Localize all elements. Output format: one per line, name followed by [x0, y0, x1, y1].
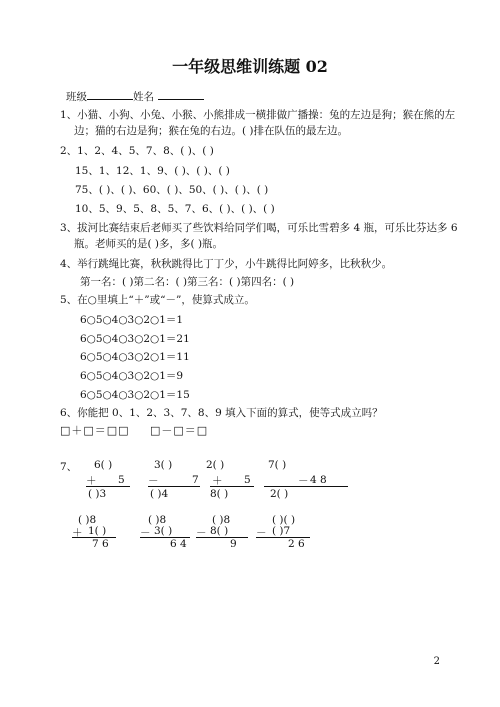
- q7-r1-1-top: 6( ): [94, 459, 113, 471]
- q7-r2-3-top: ( )8: [212, 514, 231, 526]
- q7-r2-3-second: 8( ): [210, 525, 229, 537]
- q5-equation-2: 6○5○4○3○2○1＝21: [80, 333, 190, 345]
- q5-equation-4: 6○5○4○3○2○1＝9: [80, 370, 184, 382]
- q6-equation-1: □＋□＝□□: [60, 424, 130, 437]
- q7-r1-2-rule: [148, 486, 200, 487]
- q7-r1-4-rule: [264, 486, 348, 487]
- q7-r1-3-bottom: 8( ): [210, 488, 229, 500]
- q6-intro: 6、你能把 0、1、2、3、7、8、9 填入下面的算式，使等式成立吗？: [60, 407, 383, 419]
- q5-intro: 5、在○里填上“＋”或“－”，使算式成立。: [60, 294, 255, 306]
- q2-line-1: 2、1、2、4、5、7、8、( )、( ): [60, 145, 214, 157]
- q7-r2-3-op: －: [196, 527, 207, 539]
- student-info-line: [66, 88, 204, 104]
- q7-r1-4-op: －: [298, 475, 309, 487]
- q5-equation-1: 6○5○4○3○2○1＝1: [80, 314, 184, 326]
- q3-line-2: 瓶。老师买的是( )多，多( )瓶。: [74, 238, 224, 250]
- q2-line-3: 75、( )、( )、60、( )、50、( )、( )、( ): [75, 184, 269, 196]
- q2-line-2: 15、1、12、1、9、( )、( )、( ): [75, 165, 230, 177]
- q7-r2-4-op: －: [256, 527, 267, 539]
- q7-r1-1-bottom: ( )3: [88, 488, 107, 500]
- q7-r1-2-op: －: [148, 475, 159, 487]
- q4-line-2: 第一名：( )第二名：( )第三名：( )第四名：( ): [80, 276, 295, 288]
- q7-r2-1-second: 1( ): [88, 525, 107, 537]
- q7-r2-2-op: －: [140, 527, 151, 539]
- q4-line-1: 4、举行跳绳比赛，秋秋跳得比丁丁少，小牛跳得比阿婷多，比秋秋少。: [60, 258, 393, 270]
- q7-r1-3-second: 5: [244, 474, 251, 486]
- q7-r2-4-bottom: 2 6: [288, 538, 305, 550]
- page-number: 2: [433, 656, 440, 667]
- name-label: 姓名: [133, 91, 154, 103]
- q7-r1-4-second: 4 8: [310, 474, 327, 486]
- q7-r2-1-top: ( )8: [78, 514, 97, 526]
- q2-line-4: 10、5、9、5、8、5、7、6、( )、( )、( ): [75, 203, 275, 215]
- q7-r2-3-bottom: 9: [230, 538, 237, 550]
- q7-r2-2-bottom: 6 4: [170, 538, 187, 550]
- q7-r2-2-second: 3( ): [154, 525, 173, 537]
- q7-label: 7、: [60, 461, 78, 473]
- q7-r1-4-bottom: 2( ): [270, 488, 289, 500]
- q5-equation-3: 6○5○4○3○2○1＝11: [80, 351, 190, 363]
- q7-r1-1-second: 5: [118, 474, 125, 486]
- class-label: 班级: [66, 91, 87, 103]
- q7-r1-1-op: ＋: [86, 475, 97, 487]
- q7-r2-4-top: ( )( ): [272, 514, 296, 526]
- q7-r2-4-second: ( )7: [272, 525, 291, 537]
- q7-r1-4-top: 7( ): [268, 459, 287, 471]
- q5-equation-5: 6○5○4○3○2○1＝15: [80, 389, 190, 401]
- q1-line-2: 边；猫的右边是狗；猴在兔的右边。( )排在队伍的最左边。: [74, 125, 349, 137]
- q7-r2-1-op: ＋: [72, 527, 83, 539]
- q7-r2-1-bottom: 7 6: [92, 538, 109, 550]
- q7-r1-3-top: 2( ): [206, 459, 225, 471]
- name-blank[interactable]: [158, 88, 204, 100]
- q7-r1-1-rule: [86, 486, 130, 487]
- class-blank[interactable]: [87, 88, 133, 100]
- page-title: 一年级思维训练题 02: [172, 57, 328, 76]
- q3-line-1: 3、拔河比赛结束后老师买了些饮料给同学们喝，可乐比雪碧多 4 瓶，可乐比芬达多 6: [60, 222, 458, 234]
- q7-r1-2-bottom: ( )4: [150, 488, 169, 500]
- q6-equation-2: □－□＝□: [150, 424, 209, 437]
- q1-line-1: 1、小猫、小狗、小兔、小猴、小熊排成一横排做广播操：兔的左边是狗；猴在熊的左: [60, 109, 456, 121]
- q7-r1-2-second: 7: [192, 474, 199, 486]
- q7-r1-2-top: 3( ): [154, 459, 173, 471]
- q7-r1-3-rule: [210, 486, 254, 487]
- q7-r1-3-op: ＋: [212, 475, 223, 487]
- q7-r2-2-top: ( )8: [148, 514, 167, 526]
- q7-r2-3-rule: [196, 537, 248, 538]
